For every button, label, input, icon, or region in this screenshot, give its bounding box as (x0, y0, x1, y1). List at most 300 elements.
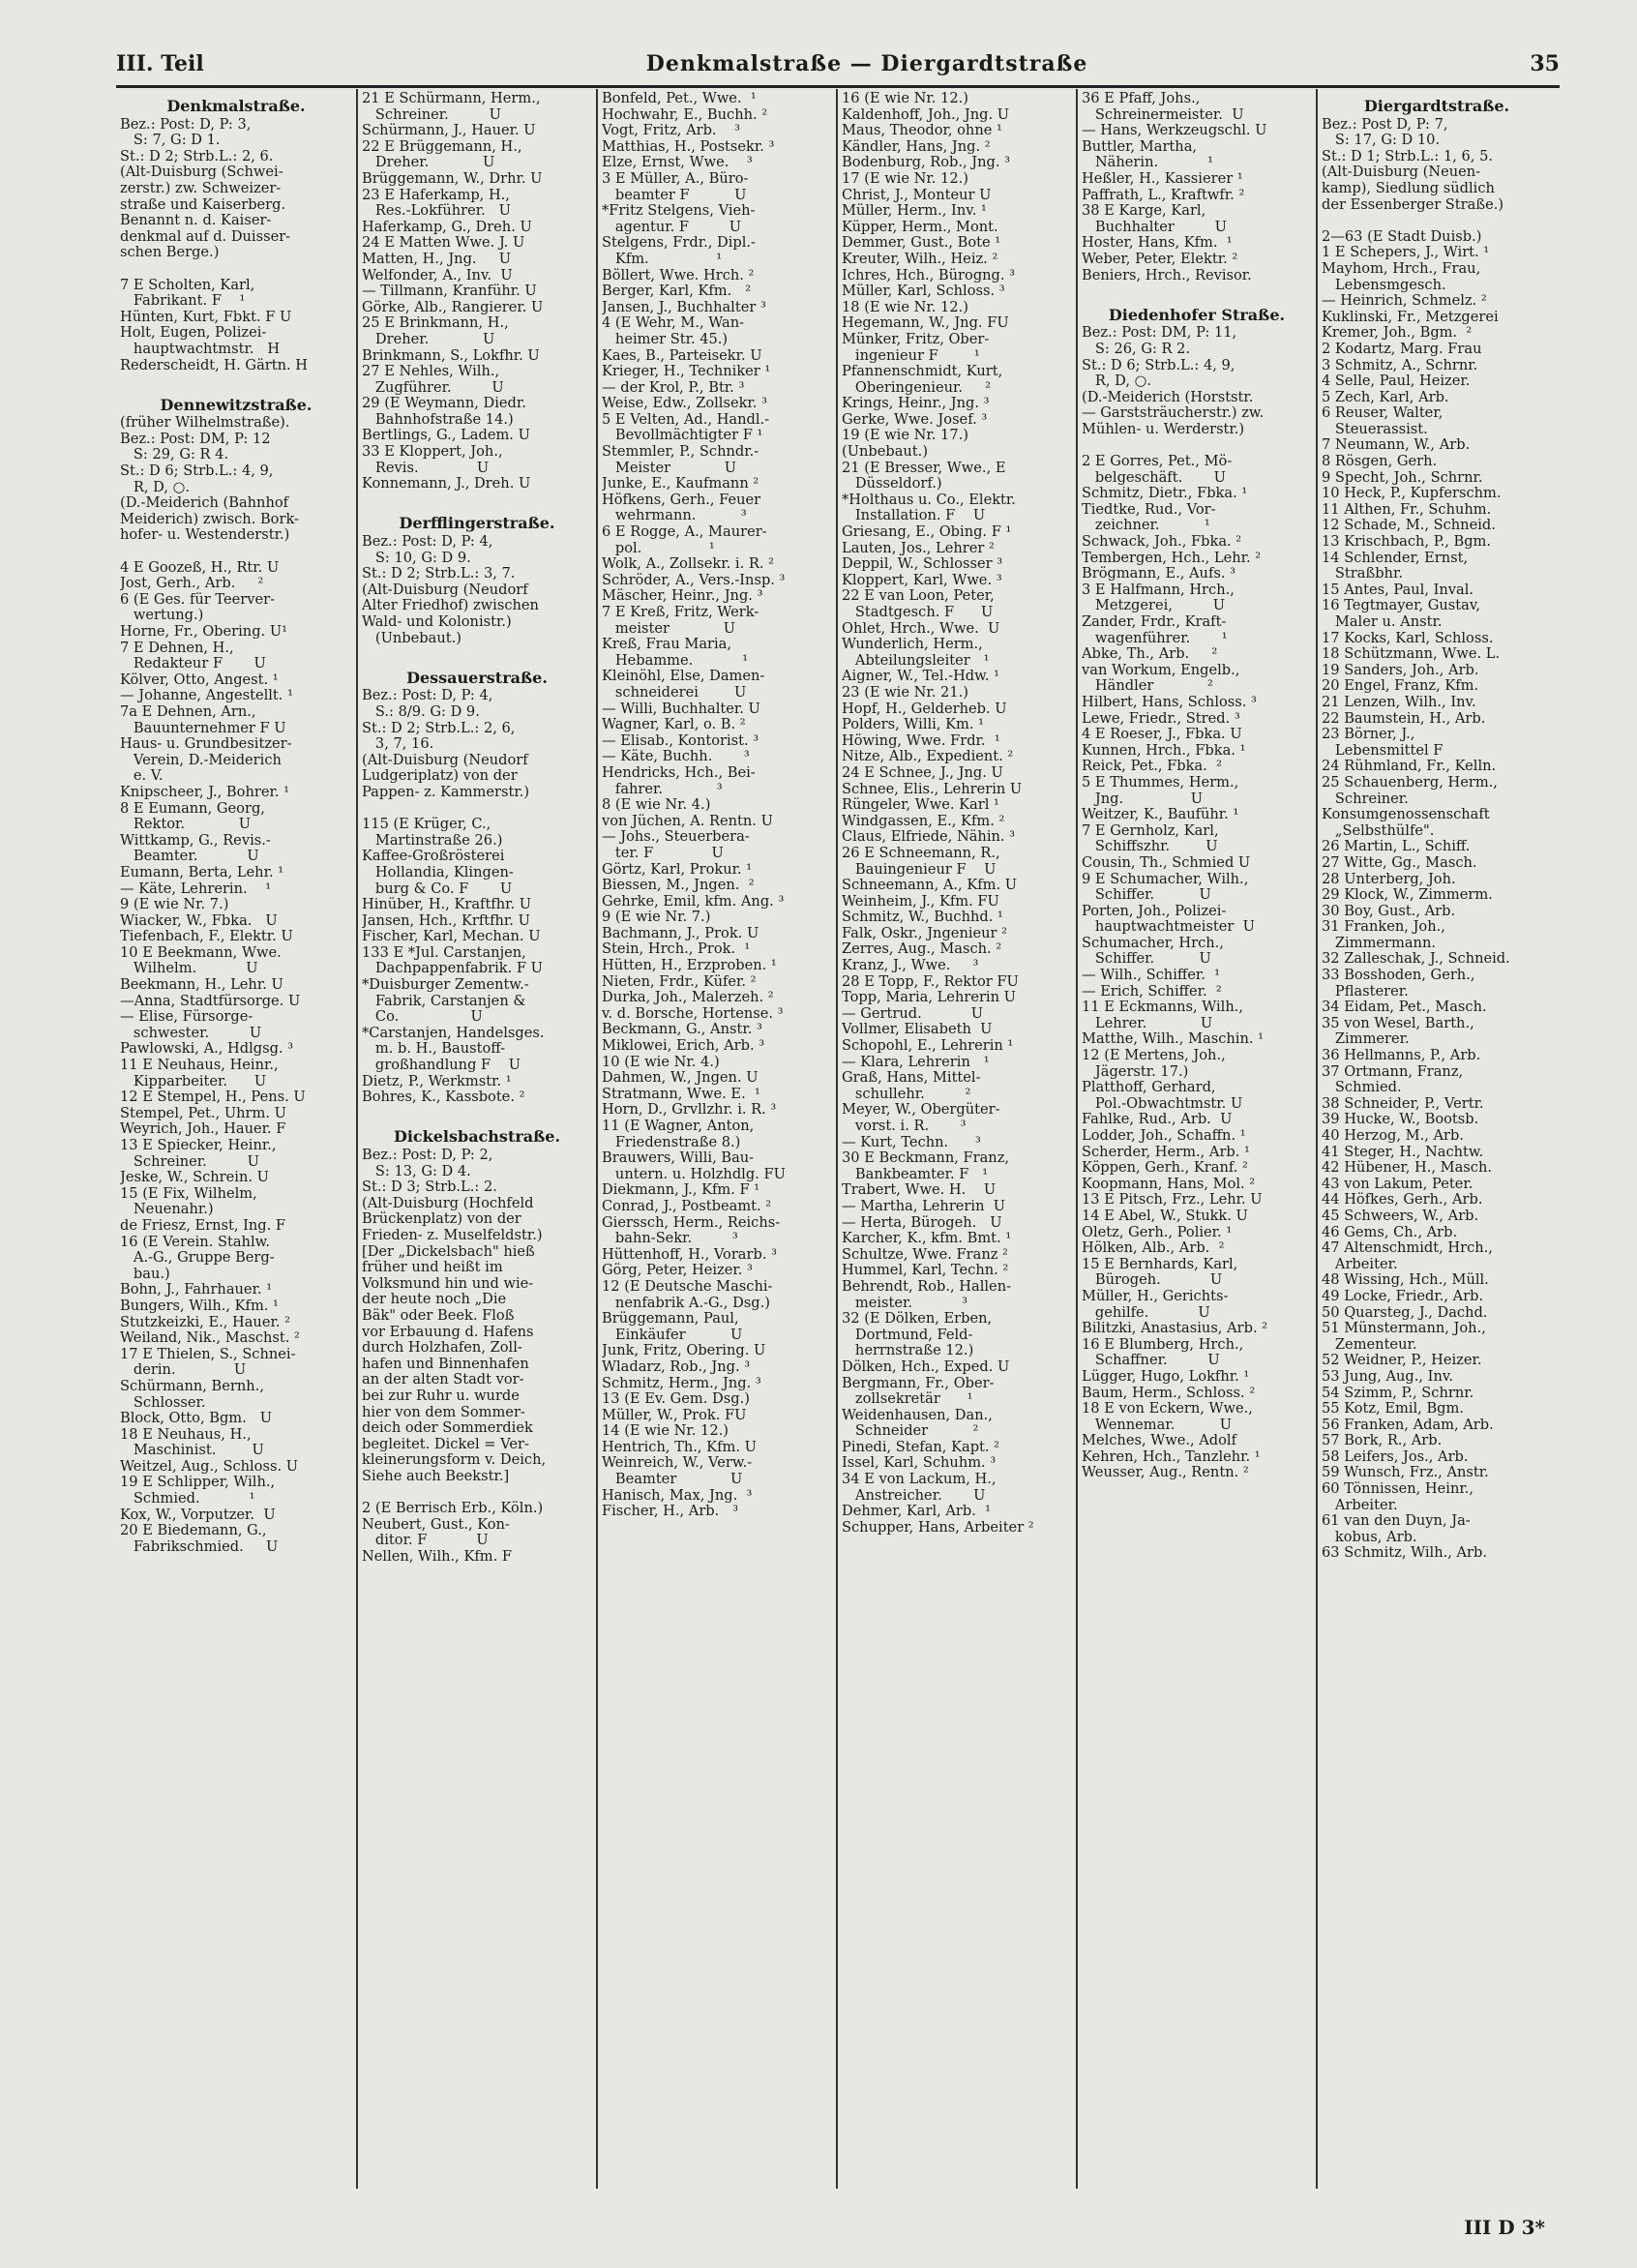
directory-entry: Haferkamp, G., Dreh. U (362, 219, 532, 235)
directory-entry: Pflasterer. (1322, 983, 1409, 1000)
directory-entry: herrnstraße 12.) (842, 1343, 974, 1359)
directory-entry: 44 Höfkes, Gerh., Arb. (1322, 1192, 1483, 1209)
directory-entry: *Fritz Stelgens, Vieh- (602, 203, 756, 220)
directory-entry: 16 (E wie Nr. 12.) (842, 91, 968, 106)
directory-entry: — Wilh., Schiffer. ¹ (1082, 968, 1221, 984)
directory-entry: ingenieur F ¹ (842, 347, 980, 364)
directory-entry: ter. F U (602, 845, 724, 861)
directory-entry: Dahmen, W., Jngen. U (602, 1070, 759, 1087)
directory-entry: S: 17, G: D 10. (1322, 133, 1441, 149)
directory-entry: Hebamme. ¹ (602, 652, 749, 669)
directory-column (356, 89, 596, 2189)
directory-entry: Kölver, Otto, Angest. ¹ (120, 671, 279, 688)
directory-entry: — Martha, Lehrerin U (842, 1198, 1006, 1214)
directory-column (1316, 89, 1556, 2189)
directory-entry: Eumann, Berta, Lehr. ¹ (120, 864, 284, 880)
directory-entry: 25 Schauenberg, Herm., (1322, 774, 1498, 791)
directory-entry: Hoster, Hans, Kfm. ¹ (1082, 235, 1233, 252)
directory-entry: R, D, ○. (1082, 373, 1152, 390)
directory-entry: —Anna, Stadtfürsorge. U (120, 993, 301, 1009)
directory-entry: Schopohl, E., Lehrerin ¹ (842, 1038, 1014, 1055)
directory-entry: untern. u. Holzhdlg. FU (602, 1166, 786, 1182)
directory-entry: 20 Engel, Franz, Kfm. (1322, 678, 1479, 695)
directory-entry: Zimmermann. (1322, 935, 1436, 951)
directory-entry: Windgassen, E., Kfm. ² (842, 813, 1005, 829)
directory-entry: [Der „Dickelsbach" hieß (362, 1243, 535, 1260)
street-heading: Dennewitzstraße. (160, 397, 313, 414)
directory-entry: Verein, D.-Meiderich (120, 752, 282, 768)
directory-entry: Tembergen, Hch., Lehr. ² (1082, 550, 1262, 566)
directory-entry: Dehmer, Karl, Arb. ¹ (842, 1504, 992, 1520)
directory-entry: straße und Kaiserberg. (120, 196, 286, 213)
directory-entry: Bertlings, G., Ladem. U (362, 428, 530, 444)
directory-entry: — Kurt, Techn. ³ (842, 1134, 981, 1150)
directory-entry: Arbeiter. (1322, 1497, 1398, 1513)
directory-entry: Bodenburg, Rob., Jng. ³ (842, 155, 1010, 171)
directory-entry: Platthoff, Gerhard, (1082, 1080, 1216, 1096)
directory-entry: Porten, Joh., Polizei- (1082, 903, 1227, 919)
directory-entry: Hopf, H., Gelderheb. U (842, 701, 1007, 717)
directory-entry: 3 E Müller, A., Büro- (602, 170, 749, 187)
directory-entry: Bez.: Post: DM, P: 11, (1082, 325, 1237, 342)
directory-entry: Konsumgenossenschaft (1322, 807, 1490, 823)
directory-entry: Melches, Wwe., Adolf (1082, 1433, 1237, 1449)
directory-entry: 34 E von Lackum, H., (842, 1472, 997, 1488)
directory-entry: Köppen, Gerh., Kranf. ² (1082, 1160, 1248, 1177)
directory-entry: Weusser, Aug., Rentn. ² (1082, 1465, 1249, 1481)
directory-entry: 13 E Pitsch, Frz., Lehr. U (1082, 1192, 1263, 1209)
directory-entry: Kunnen, Hrch., Fbka. ¹ (1082, 742, 1246, 759)
directory-entry: (D.-Meiderich (Bahnhof (120, 495, 289, 512)
directory-entry: Mühlen- u. Werderstr.) (1082, 421, 1245, 437)
directory-entry: Hünten, Kurt, Fbkt. F U (120, 309, 292, 325)
directory-entry: Schiffer. U (1082, 951, 1211, 968)
directory-entry: Hendricks, Hch., Bei- (602, 764, 756, 781)
directory-entry: Karcher, K., kfm. Bmt. ¹ (842, 1231, 1012, 1247)
directory-entry: 46 Gems, Ch., Arb. (1322, 1224, 1458, 1240)
directory-entry: hier von dem Sommer- (362, 1404, 525, 1420)
directory-entry: 57 Bork, R., Arb. (1322, 1433, 1443, 1449)
directory-entry: der Essenberger Straße.) (1322, 196, 1504, 213)
directory-entry: Stratmann, Wwe. E. ¹ (602, 1086, 760, 1102)
directory-entry: Cousin, Th., Schmied U (1082, 854, 1251, 871)
directory-entry: — der Krol, P., Btr. ³ (602, 379, 745, 396)
directory-entry: 29 (E Weymann, Diedr. (362, 396, 526, 412)
directory-entry: Kreuter, Wilh., Heiz. ² (842, 251, 998, 267)
directory-entry: Kuklinski, Fr., Metzgerei (1322, 309, 1499, 325)
directory-entry: Bez.: Post: D, P: 4, (362, 534, 493, 551)
directory-entry: Jansen, J., Buchhalter ³ (602, 299, 766, 315)
directory-entry: 43 von Lakum, Peter. (1322, 1176, 1473, 1192)
directory-entry: 61 van den Duyn, Ja- (1322, 1513, 1471, 1530)
directory-entry: Weber, Peter, Elektr. ² (1082, 251, 1238, 267)
directory-entry: Bevollmächtigter F ¹ (602, 428, 763, 444)
directory-entry: Paffrath, L., Kraftwfr. ² (1082, 187, 1245, 203)
page-header (116, 43, 1560, 88)
directory-entry: 7 E Scholten, Karl, (120, 277, 255, 293)
directory-entry: 14 (E wie Nr. 12.) (602, 1423, 729, 1440)
directory-entry: Alter Friedhof) zwischen (362, 598, 539, 614)
spacer (362, 646, 592, 663)
directory-entry: Issel, Karl, Schuhm. ³ (842, 1455, 997, 1472)
directory-entry: Görke, Alb., Rangierer. U (362, 299, 544, 315)
directory-entry: Bürogeh. U (1082, 1272, 1223, 1289)
directory-entry: 8 (E wie Nr. 4.) (602, 797, 711, 814)
directory-entry: Bankbeamter. F ¹ (842, 1166, 989, 1182)
directory-column (1076, 89, 1316, 2189)
directory-entry: 2—63 (E Stadt Duisb.) (1322, 228, 1482, 245)
directory-entry: 9 (E wie Nr. 7.) (602, 910, 711, 926)
directory-entry: Müller, W., Prok. FU (602, 1407, 747, 1423)
directory-entry: Griesang, E., Obing. F ¹ (842, 524, 1012, 541)
directory-entry: 18 E von Eckern, Wwe., (1082, 1401, 1253, 1418)
header-part: III. Teil (116, 51, 204, 76)
directory-entry: Schneider ² (842, 1423, 979, 1440)
directory-entry: Horne, Fr., Obering. U¹ (120, 624, 287, 640)
directory-entry: m. b. H., Baustoff- (362, 1041, 506, 1058)
directory-entry: Kipparbeiter. U (120, 1073, 267, 1089)
directory-entry: hofer- u. Westenderstr.) (120, 527, 290, 544)
directory-entry: Tiedtke, Rud., Vor- (1082, 501, 1216, 518)
directory-entry: Fabrik, Carstanjen & (362, 993, 526, 1009)
directory-entry: Matten, H., Jng. U (362, 251, 512, 267)
directory-entry: Pfannenschmidt, Kurt, (842, 364, 1003, 380)
directory-entry: Kändler, Hans, Jng. ² (842, 138, 991, 155)
page-signature: III D 3* (1464, 2216, 1545, 2239)
directory-entry: Fischer, H., Arb. ³ (602, 1504, 739, 1520)
spacer (362, 801, 592, 818)
directory-entry: 4 E Roeser, J., Fbka. U (1082, 727, 1242, 743)
directory-entry: 3 E Halfmann, Hrch., (1082, 582, 1235, 598)
directory-entry: Oletz, Gerh., Polier. ¹ (1082, 1224, 1233, 1240)
directory-entry: 7a E Dehnen, Arn., (120, 703, 256, 720)
directory-entry: Wolk, A., Zollsekr. i. R. ² (602, 556, 774, 573)
directory-entry: 18 E Neuhaus, H., (120, 1426, 252, 1443)
directory-entry: 4 E Goozeß, H., Rtr. U (120, 559, 280, 576)
directory-entry: Hölken, Alb., Arb. ² (1082, 1240, 1225, 1257)
directory-entry: 11 (E Wagner, Anton, (602, 1119, 755, 1134)
directory-entry: Weiland, Nik., Maschst. ² (120, 1330, 300, 1347)
directory-entry: S: 7, G: D 1. (120, 133, 221, 149)
directory-entry: 28 E Topp, F., Rektor FU (842, 973, 1019, 990)
directory-entry: 2 E Gorres, Pet., Mö- (1082, 454, 1233, 470)
directory-entry: Vogt, Fritz, Arb. ³ (602, 123, 740, 139)
directory-entry: nenfabrik A.-G., Dsg.) (602, 1295, 770, 1311)
directory-entry: Benannt n. d. Kaiser- (120, 213, 272, 229)
directory-entry: Jansen, Hch., Krftfhr. U (362, 912, 530, 929)
street-heading: Derfflingerstraße. (399, 516, 555, 533)
directory-entry: 24 Rühmland, Fr., Kelln. (1322, 759, 1497, 775)
directory-entry: Küpper, Herm., Mont. (842, 219, 998, 235)
directory-entry: Müller, Herm., Inv. ¹ (842, 203, 987, 220)
directory-entry: 4 Selle, Paul, Heizer. (1322, 373, 1471, 390)
directory-entry: 11 E Neuhaus, Heinr., (120, 1058, 279, 1074)
directory-entry: 12 Schade, M., Schneid. (1322, 518, 1496, 534)
directory-entry: 2 Kodartz, Marg. Frau (1322, 341, 1482, 357)
directory-entry: Steuerassist. (1322, 421, 1428, 437)
street-heading: Denkmalstraße. (166, 99, 306, 115)
directory-entry: Meiderich) zwisch. Bork- (120, 511, 299, 527)
directory-entry: Weitzel, Aug., Schloss. U (120, 1458, 299, 1475)
directory-entry: vor Erbauung d. Hafens (362, 1324, 534, 1340)
directory-entry: wehrmann. ³ (602, 508, 747, 524)
directory-entry: Wunderlich, Herm., (842, 637, 983, 653)
directory-entry: Matthias, H., Postsekr. ³ (602, 138, 775, 155)
directory-entry: St.: D 2; Strb.L.: 2, 6, (362, 720, 516, 736)
directory-entry: 7 E Gernholz, Karl, (1082, 822, 1219, 839)
directory-entry: Beamter U (602, 1472, 743, 1488)
directory-entry: 23 (E wie Nr. 21.) (842, 684, 968, 701)
directory-entry: — Heinrich, Schmelz. ² (1322, 293, 1487, 310)
directory-entry: Arbeiter. (1322, 1256, 1398, 1272)
directory-entry: Konnemann, J., Dreh. U (362, 476, 531, 492)
street-heading: Dickelsbachstraße. (393, 1129, 561, 1146)
directory-entry: Christ, J., Monteur U (842, 187, 992, 203)
directory-entry: 10 Heck, P., Kupferschm. (1322, 486, 1502, 502)
directory-entry: Bez.: Post: D, P: 4, (362, 688, 493, 704)
directory-entry: 14 E Abel, W., Stukk. U (1082, 1208, 1248, 1224)
directory-entry: Bilitzki, Anastasius, Arb. ² (1082, 1321, 1268, 1337)
directory-entry: 21 E Schürmann, Herm., (362, 91, 541, 106)
directory-entry: Lehrer. U (1082, 1015, 1213, 1031)
directory-entry: Welfonder, A., Inv. U (362, 267, 513, 284)
directory-entry: 18 (E wie Nr. 12.) (842, 299, 968, 315)
directory-entry: Zerres, Aug., Masch. ² (842, 941, 1002, 958)
directory-entry: Kfm. ¹ (602, 251, 723, 267)
directory-entry: Lewe, Friedr., Stred. ³ (1082, 710, 1240, 727)
directory-entry: Junke, E., Kaufmann ² (602, 476, 759, 492)
directory-entry: Falk, Oskr., Jngenieur ² (842, 925, 1008, 941)
directory-entry: Graß, Hans, Mittel- (842, 1070, 981, 1087)
directory-entry: Fabrikant. F ¹ (120, 293, 246, 310)
directory-entry: 5 E Thummes, Herm., (1082, 774, 1239, 791)
spacer (1082, 284, 1312, 300)
directory-entry: Fahlke, Rud., Arb. U (1082, 1112, 1233, 1128)
directory-entry: Jägerstr. 17.) (1082, 1063, 1189, 1080)
directory-entry: 13 Krischbach, P., Bgm. (1322, 534, 1492, 551)
directory-entry: 19 E Schlipper, Wilh., (120, 1475, 276, 1491)
directory-entry: Dreher. U (362, 155, 495, 171)
directory-entry: 22 Baumstein, H., Arb. (1322, 710, 1486, 727)
directory-entry: Mayhom, Hrch., Frau, (1322, 260, 1481, 277)
directory-entry: 29 Klock, W., Zimmerm. (1322, 887, 1493, 904)
directory-entry: 15 Antes, Paul, Inval. (1322, 582, 1474, 598)
directory-entry: 115 (E Krüger, C., (362, 817, 491, 833)
directory-entry: Maschinist. U (120, 1443, 264, 1459)
directory-entry: Mäscher, Heinr., Jng. ³ (602, 588, 763, 605)
directory-entry: Reick, Pet., Fbka. ² (1082, 759, 1222, 775)
directory-entry: 7 Neumann, W., Arb. (1322, 437, 1471, 454)
directory-entry: 32 (E Dölken, Erben, (842, 1311, 993, 1328)
page-number: 35 (1530, 51, 1560, 76)
directory-entry: 6 (E Ges. für Teerver- (120, 591, 276, 608)
directory-entry: Schupper, Hans, Arbeiter ² (842, 1519, 1034, 1536)
directory-entry: Volksmund hin und wie- (362, 1275, 534, 1292)
directory-entry: Hinüber, H., Kraftfhr. U (362, 897, 532, 913)
directory-entry: Schmitz, Dietr., Fbka. ¹ (1082, 486, 1248, 502)
directory-entry: Dreher. U (362, 331, 495, 347)
directory-entry: Schumacher, Hrch., (1082, 935, 1224, 951)
directory-entry: 34 Eidam, Pet., Masch. (1322, 1000, 1487, 1016)
directory-entry: Zimmerer. (1322, 1031, 1410, 1048)
directory-entry: — Elise, Fürsorge- (120, 1009, 253, 1026)
directory-entry: Müller, Karl, Schloss. ³ (842, 284, 1005, 300)
directory-entry: Maler u. Anstr. (1322, 614, 1443, 630)
directory-entry: Matthe, Wilh., Maschin. ¹ (1082, 1031, 1264, 1048)
directory-entry: belgeschäft. U (1082, 469, 1226, 486)
directory-entry: Kox, W., Vorputzer. U (120, 1507, 276, 1523)
directory-entry: Krings, Heinr., Jng. ³ (842, 396, 990, 412)
directory-entry: Rektor. U (120, 817, 252, 833)
directory-entry: Gehrke, Emil, kfm. Ang. ³ (602, 893, 785, 910)
directory-entry: Diekmann, J., Kfm. F ¹ (602, 1182, 760, 1199)
directory-entry: wertung.) (120, 608, 204, 624)
directory-entry: 7 E Dehnen, H., (120, 640, 234, 656)
directory-entry: Görtz, Karl, Prokur. ¹ (602, 861, 753, 878)
directory-entry: Installation. F U (842, 508, 986, 524)
directory-entry: 32 Zalleschak, J., Schneid. (1322, 951, 1510, 968)
directory-entry: 9 (E wie Nr. 7.) (120, 897, 229, 913)
directory-entry: Buttler, Martha, (1082, 138, 1198, 155)
directory-entry: 16 E Blumberg, Hrch., (1082, 1336, 1244, 1353)
directory-entry: Brüggemann, Paul, (602, 1311, 739, 1328)
directory-entry: Beniers, Hrch., Revisor. (1082, 267, 1252, 284)
directory-entry: 31 Franken, Joh., (1322, 919, 1445, 936)
directory-entry: 22 E van Loon, Peter, (842, 588, 995, 605)
directory-entry: agentur. F U (602, 219, 742, 235)
directory-entry: wagenführer. ¹ (1082, 630, 1228, 646)
directory-entry: Schröder, A., Vers.-Insp. ³ (602, 572, 786, 588)
directory-entry: Nieten, Frdr., Küfer. ² (602, 973, 757, 990)
directory-entry: (Alt-Duisburg (Schwei- (120, 164, 283, 181)
directory-entry: 19 (E wie Nr. 17.) (842, 428, 968, 444)
directory-entry: 10 (E wie Nr. 4.) (602, 1054, 720, 1070)
directory-entry: 2 (E Berrisch Erb., Köln.) (362, 1501, 544, 1517)
directory-entry: *Holthaus u. Co., Elektr. (842, 492, 1016, 508)
directory-entry: Hummel, Karl, Techn. ² (842, 1263, 1009, 1279)
directory-entry: 48 Wissing, Hch., Müll. (1322, 1272, 1489, 1289)
directory-entry: 14 Schlender, Ernst, (1322, 550, 1469, 566)
directory-entry: 58 Leifers, Jos., Arb. (1322, 1448, 1469, 1465)
directory-entry: S.: 8/9. G: D 9. (362, 703, 480, 720)
directory-entry: 24 E Matten Wwe. J. U (362, 235, 525, 252)
directory-entry: Dietz, P., Werkmstr. ¹ (362, 1073, 512, 1089)
directory-entry: 30 E Beckmann, Franz, (842, 1150, 1010, 1167)
directory-entry: gehilfe. U (1082, 1304, 1210, 1321)
spacer (1322, 213, 1552, 229)
directory-entry: schullehr. ² (842, 1086, 971, 1102)
directory-entry: Anstreicher. U (842, 1487, 986, 1504)
directory-entry: 17 (E wie Nr. 12.) (842, 170, 968, 187)
directory-entry: — Käte, Buchh. ³ (602, 749, 750, 765)
directory-entry: Brauwers, Willi, Bau- (602, 1150, 755, 1167)
directory-entry: — Käte, Lehrerin. ¹ (120, 880, 272, 897)
directory-entry: 11 E Eckmanns, Wilh., (1082, 1000, 1244, 1016)
directory-entry: Stadtgesch. F U (842, 605, 994, 620)
directory-entry: Hentrich, Th., Kfm. U (602, 1439, 757, 1455)
directory-entry: 6 Reuser, Walter, (1322, 405, 1444, 422)
directory-entry: Bäk" oder Beek. Floß (362, 1307, 515, 1324)
directory-entry: 8 E Eumann, Georg, (120, 800, 265, 817)
directory-entry: Fabrikschmied. U (120, 1538, 279, 1555)
directory-entry: Kreß, Frau Maria, (602, 637, 732, 653)
directory-entry: Kloppert, Karl, Wwe. ³ (842, 572, 1002, 588)
spacer (120, 373, 352, 390)
directory-entry: 3 Schmitz, A., Schrnr. (1322, 357, 1478, 373)
directory-entry: zerstr.) zw. Schweizer- (120, 180, 282, 196)
directory-entry: schwester. U (120, 1025, 262, 1041)
directory-entry: Demmer, Gust., Bote ¹ (842, 235, 1001, 252)
directory-entry: Wennemar. U (1082, 1417, 1233, 1433)
directory-entry: Ichres, Hch., Bürogng. ³ (842, 267, 1016, 284)
directory-entry: 38 Schneider, P., Vertr. (1322, 1095, 1484, 1112)
directory-entry: Abteilungsleiter ¹ (842, 652, 990, 669)
directory-entry: kamp), Siedlung südlich (1322, 180, 1495, 196)
directory-entry: 20 E Biedemann, G., (120, 1523, 267, 1539)
directory-entry: Bauunternehmer F U (120, 720, 286, 736)
directory-entry: 16 (E Verein. Stahlw. (120, 1234, 271, 1250)
directory-entry: kobus, Arb. (1322, 1529, 1417, 1545)
directory-entry: Meister U (602, 460, 737, 476)
directory-entry: 54 Szimm, P., Schrnr. (1322, 1385, 1474, 1401)
directory-entry: — Erich, Schiffer. ² (1082, 983, 1222, 1000)
directory-entry: Vollmer, Elisabeth U (842, 1022, 993, 1038)
directory-entry: Höwing, Wwe. Frdr. ¹ (842, 732, 1000, 749)
directory-entry: St.: D 2; Strb.L.: 3, 7. (362, 566, 516, 582)
directory-entry: 22 E Brüggemann, H., (362, 138, 522, 155)
directory-entry: Heßler, H., Kassierer ¹ (1082, 170, 1243, 187)
directory-entry: Ohlet, Hrch., Wwe. U (842, 620, 1000, 637)
directory-entry: Aigner, W., Tel.-Hdw. ¹ (842, 669, 1000, 685)
directory-entry: Claus, Elfriede, Nähin. ³ (842, 829, 1016, 846)
spacer (362, 492, 592, 509)
directory-entry: — Tillmann, Kranführ. U (362, 284, 537, 300)
directory-entry: Res.-Lokführer. U (362, 203, 511, 220)
directory-entry: — Gertrud. U (842, 1005, 984, 1022)
spacer (362, 1106, 592, 1122)
directory-entry: Dachpappenfabrik. F U (362, 961, 543, 977)
directory-entry: großhandlung F U (362, 1058, 521, 1074)
directory-entry: 17 Kocks, Karl, Schloss. (1322, 630, 1494, 646)
directory-entry: Weidenhausen, Dan., (842, 1407, 993, 1423)
street-heading: Dessauerstraße. (406, 670, 548, 687)
directory-entry: Wiacker, W., Fbka. U (120, 912, 278, 929)
directory-entry: Fischer, Karl, Mechan. U (362, 929, 541, 945)
directory-entry: (früher Wilhelmstraße). (120, 415, 290, 432)
directory-entry: Kremer, Joh., Bgm. ² (1322, 325, 1473, 342)
directory-entry: 21 (E Bresser, Wwe., E (842, 460, 1006, 476)
directory-entry: Schultze, Wwe. Franz ² (842, 1246, 1008, 1263)
directory-entry: fahrer. ³ (602, 781, 723, 797)
directory-entry: 15 (E Fix, Wilhelm, (120, 1185, 257, 1202)
directory-entry: Schmied. (1322, 1080, 1402, 1096)
directory-entry: Wladarz, Rob., Jng. ³ (602, 1358, 751, 1375)
directory-entry: (Alt-Duisburg (Neudorf (362, 582, 528, 598)
directory-entry: — Klara, Lehrerin ¹ (842, 1054, 990, 1070)
directory-entry: Friedenstraße 8.) (602, 1134, 741, 1150)
directory-entry: 13 E Spiecker, Heinr., (120, 1138, 277, 1153)
directory-entry: Meyer, W., Obergüter- (842, 1102, 1000, 1119)
directory-entry: denkmal auf d. Duisser- (120, 228, 291, 245)
directory-entry: Wagner, Karl, o. B. ² (602, 717, 746, 733)
directory-entry: 8 Rösgen, Gerh. (1322, 454, 1438, 470)
directory-entry: 30 Boy, Gust., Arb. (1322, 903, 1456, 919)
directory-entry: Krieger, H., Techniker ¹ (602, 364, 771, 380)
directory-entry: Baum, Herm., Schloss. ² (1082, 1385, 1256, 1401)
directory-entry: Beckmann, G., Anstr. ³ (602, 1022, 762, 1038)
directory-entry: S: 10, G: D 9. (362, 550, 471, 566)
directory-entry: Kaldenhoff, Joh., Jng. U (842, 106, 1010, 123)
